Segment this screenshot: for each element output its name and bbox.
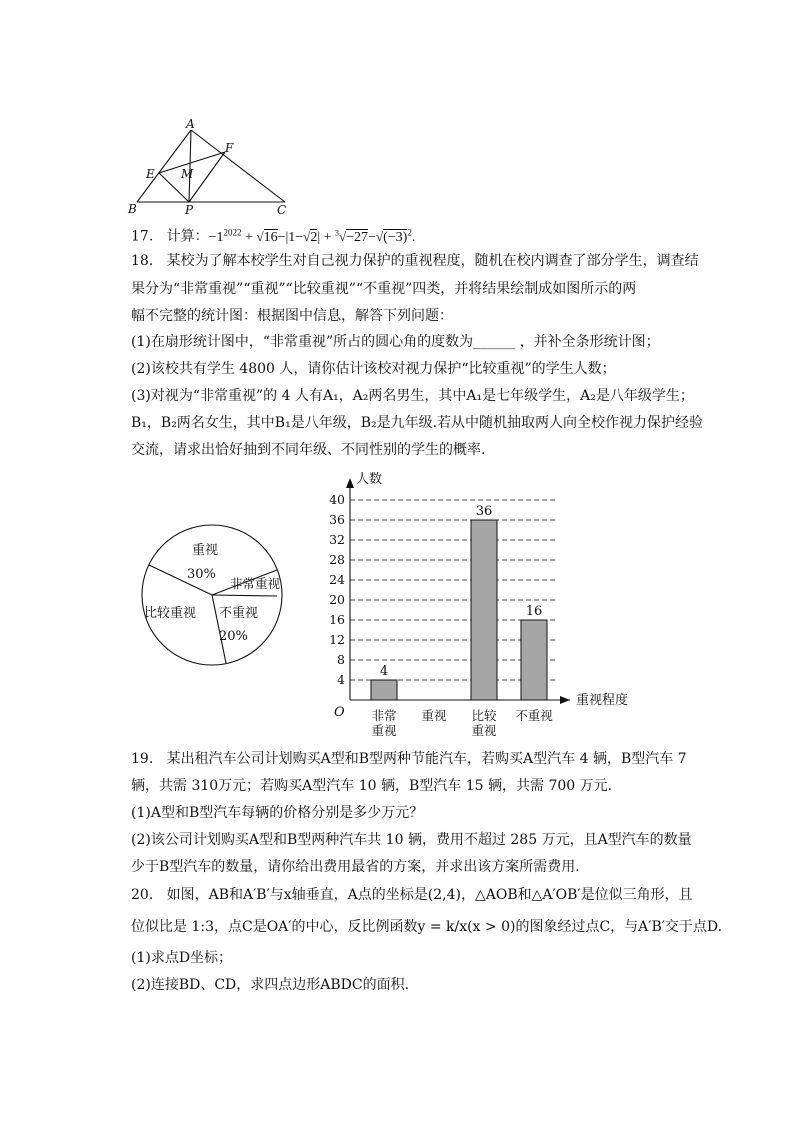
y-tick-label-24: 24 xyxy=(329,572,345,587)
y-tick-label-40: 40 xyxy=(329,492,345,507)
y-tick-label-36: 36 xyxy=(329,512,345,527)
q18-part-3-end: 交流，请求出恰好抽到不同年级、不同性别的学生的概率. xyxy=(131,442,486,458)
q19-part-2: (2)该公司计划购买A型和B型两种汽车共 10 辆，费用不超过 285 万元，且A型汽车的数量 xyxy=(131,832,692,848)
category-label-0-0: 非常 xyxy=(371,708,397,723)
q18-line-2: 果分为“非常重视”“重视”“比较重视”“不重视”四类，并将结果绘制成如图所示的两 xyxy=(131,281,637,297)
bar-3 xyxy=(521,620,547,700)
label-f: F xyxy=(225,141,234,155)
bar-2 xyxy=(471,520,497,700)
pie-percent-zhongshi: 30% xyxy=(187,567,216,582)
bar-0 xyxy=(371,680,397,700)
y-axis-arrow xyxy=(346,478,354,488)
label-e: E xyxy=(146,167,155,181)
category-label-2-0: 比较 xyxy=(471,708,497,723)
q17-lead: 计算： xyxy=(166,228,209,245)
q18-part-1: (1)在扇形统计图中，“非常重视”所占的圆心角的度数为______ ，并补全条形统计图； xyxy=(131,334,660,350)
q19-number: 19. xyxy=(131,751,154,767)
q18-part-3: (3)对视为“非常重视”的 4 人有A₁，A₂两名男生，其中A₁是七年级学生，A₂是八年级学生； xyxy=(131,388,694,404)
q20-line-1: 20. 如图，AB和A′B′与x轴垂直，A点的坐标是(2,4)，△AOB和△A′OB′是位似三角形，且 xyxy=(131,887,693,903)
q18-line-1: 18. 某校为了解本校学生对自己视力保护的重视程度，随机在校内调查了部分学生，调查结 xyxy=(131,253,699,269)
label-m: M xyxy=(181,167,194,181)
pie-label-feichang: 非常重视 xyxy=(230,576,281,591)
pie-label-zhongshi: 重视 xyxy=(192,543,219,558)
q17-expression: $-1^{2022} + √16-|1-√2| + ^3√-27-√(-3)^2$. xyxy=(208,227,416,245)
bar-value-label-3: 16 xyxy=(525,604,543,619)
q18-part-3-cont: B₁，B₂两名女生，其中B₁是八年级，B₂是九年级.若从中随机抽取两人向全校作视力保护经验 xyxy=(131,415,704,431)
q20-part-1: (1)求点D坐标； xyxy=(131,950,233,966)
y-tick-label-20: 20 xyxy=(329,592,345,607)
y-tick-label-8: 8 xyxy=(337,652,345,667)
category-label-2-1: 重视 xyxy=(471,723,497,738)
y-tick-label-12: 12 xyxy=(329,632,345,647)
pie-chart xyxy=(130,520,300,670)
q18-number: 18. xyxy=(131,253,154,269)
y-tick-label-32: 32 xyxy=(329,532,345,547)
geometry-figure xyxy=(125,118,295,218)
y-tick-label-16: 16 xyxy=(329,612,345,627)
q19-line-2: 辆，共需 310万元；若购买A型汽车 10 辆，B型汽车 15 辆，共需 700 万元． xyxy=(131,778,622,794)
label-c: C xyxy=(277,203,287,217)
x-axis-label: 重视程度 xyxy=(576,693,629,708)
pie-label-buzhongshi: 不重视 xyxy=(219,606,259,621)
label-b: B xyxy=(128,202,137,216)
origin-label: O xyxy=(334,705,345,720)
category-label-0-1: 重视 xyxy=(371,723,397,738)
q19-part-2-cont: 少于B型汽车的数量，请你给出费用最省的方案，并求出该方案所需费用． xyxy=(131,859,590,875)
q19-part-1: (1)A型和B型汽车每辆的价格分别是多少万元？ xyxy=(131,805,424,821)
q20-line-2: 位似比是 1:3，点C是OA′的中心，反比例函数y = k/x(x > 0)的图象经过点C，与A′B′交于点D. xyxy=(131,919,723,935)
q18-line-3: 幅不完整的统计图：根据图中信息，解答下列问题： xyxy=(131,308,453,324)
label-p: P xyxy=(185,203,194,217)
bar-chart xyxy=(320,470,650,745)
q20-number: 20. xyxy=(131,887,154,903)
x-axis-arrow xyxy=(560,696,570,704)
bar-bars xyxy=(371,520,547,700)
q17-line xyxy=(131,222,415,248)
q19-line-1: 19. 某出租汽车公司计划购买A型和B型两种节能汽车，若购买A型汽车 4 辆，B型汽车 7 xyxy=(131,751,687,767)
q20-part-2: (2)连接BD、CD，求四点边形ABDC的面积. xyxy=(131,977,410,993)
y-tick-label-4: 4 xyxy=(337,672,345,687)
q17-number: 17. xyxy=(131,228,154,245)
y-tick-label-28: 28 xyxy=(329,552,345,567)
category-label-1-0: 重视 xyxy=(421,708,447,723)
y-axis-label: 人数 xyxy=(356,472,383,487)
pie-percent-buzhongshi: 20% xyxy=(219,629,248,644)
q18-part-2: (2)该校共有学生 4800 人，请你估计该校对视力保护“比较重视”的学生人数； xyxy=(131,361,616,377)
bar-value-label-0: 4 xyxy=(379,664,389,679)
label-a: A xyxy=(186,118,195,131)
pie-label-bijiao: 比较重视 xyxy=(144,606,197,621)
category-label-3-0: 不重视 xyxy=(515,708,553,723)
bar-value-label-2: 36 xyxy=(475,504,493,519)
